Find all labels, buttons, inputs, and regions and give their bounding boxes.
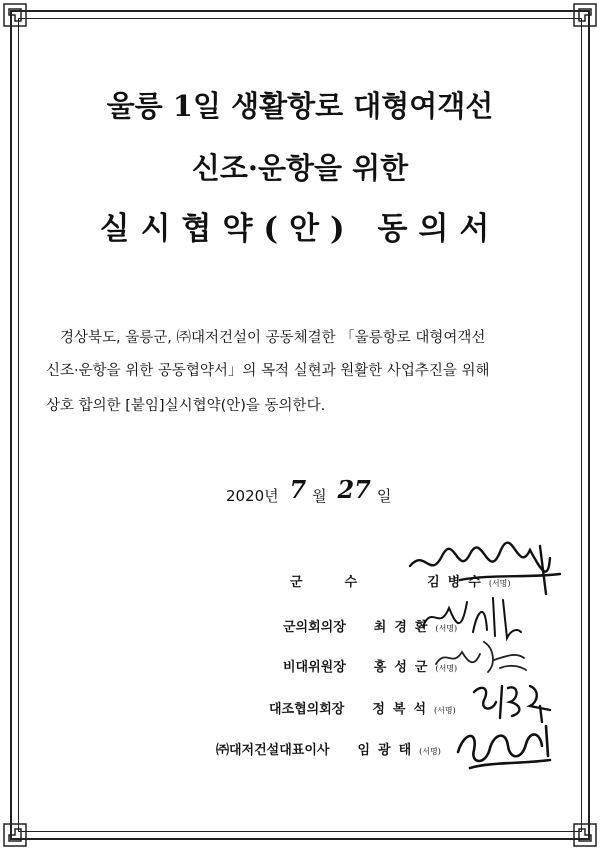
signatory-name: 최경환 — [373, 620, 436, 635]
date-month-unit: 월 — [312, 487, 327, 505]
date-month: 7 — [289, 475, 307, 504]
date-day: 27 — [337, 475, 371, 504]
signatory-role: ㈜대저건설대표이사 — [216, 743, 330, 758]
signature-mark-label: (서명) — [434, 706, 456, 715]
signature-mark-label: (서명) — [435, 624, 458, 633]
signatory-name: 정복석 — [372, 702, 435, 717]
signatory-name: 임광태 — [357, 743, 420, 758]
date-year: 2020년 — [226, 487, 279, 505]
title-line-2: 신조·운항을 위한 — [191, 151, 409, 185]
date-day-unit: 일 — [376, 487, 392, 505]
handwritten-signature — [400, 538, 570, 598]
handwritten-signature — [450, 716, 560, 776]
signatory-role: 비대위원장 — [283, 660, 346, 675]
signatory-name: 김병수 — [427, 575, 489, 590]
body-line-1: 경상북도, 울릉군, ㈜대저건설이 공동체결한 「울릉항로 대형여객선 — [60, 330, 486, 346]
handwritten-signature — [430, 634, 530, 679]
signatory-name: 홍성군 — [373, 660, 436, 675]
signatory-role: 대조협의회장 — [269, 702, 345, 717]
signatory-row — [216, 739, 441, 758]
signature-mark-label: (서명) — [488, 579, 511, 588]
signatory-row — [269, 698, 456, 717]
title-line-1: 울릉 1일 생활항로 대형여객선 — [106, 89, 494, 123]
date-row — [226, 475, 392, 507]
signature-mark-label: (서명) — [435, 664, 458, 673]
body-line-3: 상호 합의한 [붙임]실시협약(안)을 동의한다. — [46, 398, 326, 414]
signature-mark-label: (서명) — [419, 747, 441, 756]
body-line-2: 신조·운항을 위한 공동협약서」의 목적 실현과 원활한 사업추진을 위해 — [46, 363, 490, 379]
title-line-3: 실시협약(안) 동의서 — [99, 211, 501, 247]
signatory-role: 군수 — [290, 575, 400, 590]
signatory-role: 군의회의장 — [283, 620, 346, 635]
